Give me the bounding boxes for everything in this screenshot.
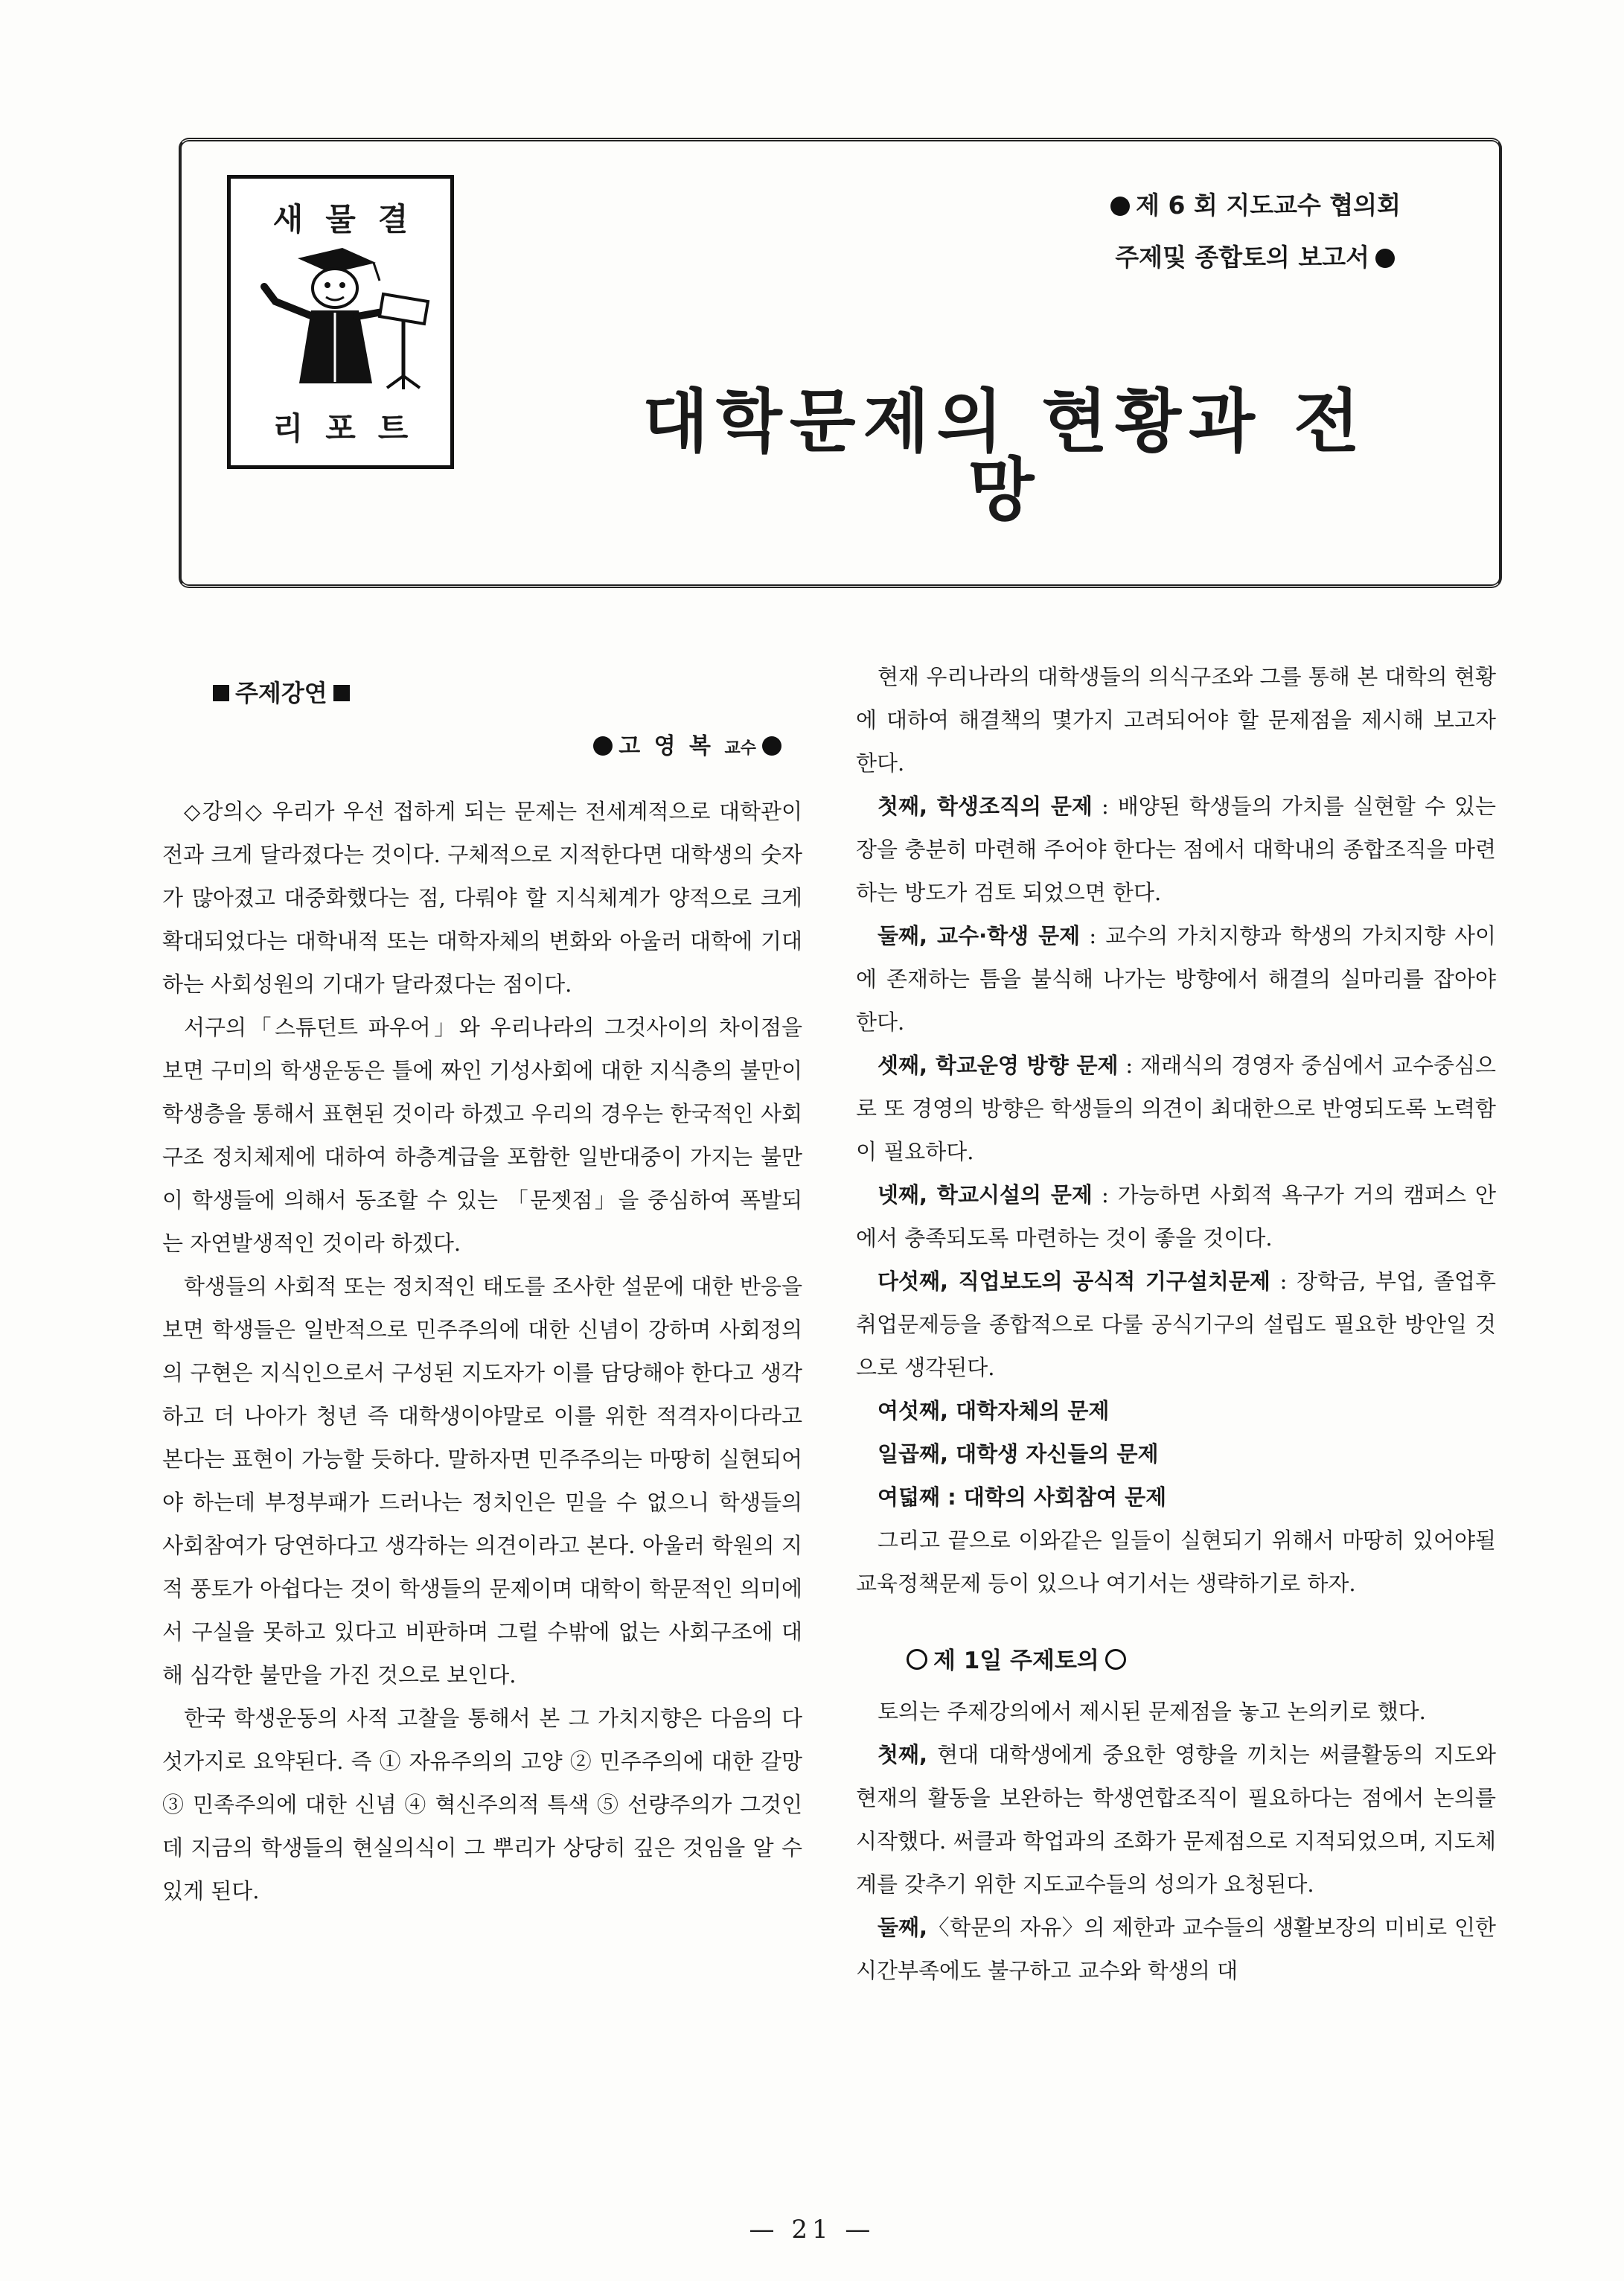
bullet-dot-icon — [1375, 249, 1395, 268]
list-item: 여덟째 : 대학의 사회참여 문제 — [877, 1484, 1167, 1510]
right-column — [856, 655, 1496, 1992]
square-bullet-icon — [213, 685, 229, 701]
bullet-dot-icon — [593, 736, 613, 756]
list-item: 첫째, 현대 대학생에게 중요한 영향을 끼치는 써클활동의 지도와 현재의 활동을 보완하는 학생연합조직이 필요하다는 점에서 논의를 시작했다. 써클과 학업과의 조화가 문제점으로 지적되었으며, 지도체계를 갖추기 위한 지도교수들의 성의가 요청된다. — [856, 1742, 1496, 1897]
section-heading: 주제강연 — [207, 671, 802, 715]
professor-illustration — [246, 242, 435, 391]
discussion-heading: 제 1일 주제토의 — [901, 1639, 1496, 1682]
bullet-dot-icon — [1110, 197, 1130, 216]
list-item: 넷째, 학교시설의 문제 : 가능하면 사회적 욕구가 거의 캠퍼스 안에서 충족되도록 마련하는 것이 좋을 것이다. — [856, 1182, 1496, 1251]
paragraph: 그리고 끝으로 이와같은 일들이 실현되기 위해서 마땅히 있어야될 교육정책문제 등이 있으나 여기서는 생략하기로 하자. — [856, 1528, 1496, 1596]
left-column — [162, 655, 802, 1912]
speaker-byline: 고 영 복 교수 — [162, 725, 787, 771]
list-item: 일곱째, 대학생 자신들의 문제 — [877, 1441, 1159, 1467]
paragraph: 학생들의 사회적 또는 정치적인 태도를 조사한 설문에 대한 반응을 보면 학생들은 일반적으로 민주주의에 대한 신념이 강하며 사회정의의 구현은 지식인으로서 구성된 지도자가 이를 담당해야 한다고 생각하고 더 나아가 청년 즉 대학생이야말로 이를 위한 적격자이다라고 본다는 표현이 가능할 듯하다. 말하자면 민주주의는 마땅히 실현되어야 하는데 부정부패가 드러나는 정치인은 믿을 수 없으니 학생들의 사회참여가 당연하다고 생각하는 의견이라고 본다. 아울러 학원의 지적 풍토가 아쉽다는 것이 학생들의 문제이며 대학이 학문적인 의미에서 구실을 못하고 있다고 비판하며 그럴 수밖에 없는 사회구조에 대해 심각한 불만을 가진 것으로 보인다. — [162, 1274, 802, 1688]
paragraph: 현재 우리나라의 대학생들의 의식구조와 그를 통해 본 대학의 현황에 대하여 해결책의 몇가지 고려되어야 할 문제점을 제시해 보고자 한다. — [856, 664, 1496, 776]
list-item: 첫째, 학생조직의 문제 : 배양된 학생들의 가치를 실현할 수 있는 장을 충분히 마련해 주어야 한다는 점에서 대학내의 종합조직을 마련하는 방도가 검토 되었으면 한다. — [856, 794, 1496, 905]
list-item: 둘째,〈학문의 자유〉의 제한과 교수들의 생활보장의 미비로 인한 시간부족에도 불구하고 교수와 학생의 대 — [856, 1915, 1496, 1983]
circle-bullet-icon — [907, 1649, 927, 1670]
logo-top-text: 새물결 — [272, 201, 431, 237]
list-item: 여섯째, 대학자체의 문제 — [877, 1398, 1110, 1423]
list-item: 다섯째, 직업보도의 공식적 기구설치문제 : 장학금, 부업, 졸업후 취업문제등을 종합적으로 다룰 공식기구의 설립도 필요한 방안일 것으로 생각된다. — [856, 1269, 1496, 1380]
circle-bullet-icon — [1105, 1649, 1126, 1670]
page-number: — 21 — — [749, 2215, 875, 2245]
paragraph: 한국 학생운동의 사적 고찰을 통해서 본 그 가치지향은 다음의 다섯가지로 요약된다. 즉 ① 자유주의의 고양 ② 민주주의에 대한 갈망 ③ 민족주의에 대한 신념 ④ 혁신주의적 특색 ⑤ 선량주의가 그것인데 지금의 학생들의 현실의식이 그 뿌리가 상당히 깊은 것임을 알 수 있게 된다. — [162, 1706, 802, 1904]
list-item: 둘째, 교수·학생 문제 : 교수의 가치지향과 학생의 가치지향 사이에 존재하는 틈을 불식해 나가는 방향에서 해결의 실마리를 잡아야 한다. — [856, 923, 1496, 1035]
square-bullet-icon — [333, 685, 350, 701]
subtitle-line-2: 주제및 종합토의 보고서 — [1115, 238, 1401, 273]
paragraph: ◇강의◇ 우리가 우선 접하게 되는 문제는 전세계적으로 대학관이 전과 크게 달라졌다는 것이다. 구체적으로 지적한다면 대학생의 숫자가 많아졌고 대중화했다는 점, 다뤄야 할 지식체계가 양적으로 크게 확대되었다는 대학내적 또는 대학자체의 변화와 아울러 대학에 기대하는 사회성원의 기대가 달라졌다는 점이다. — [162, 799, 802, 997]
paragraph: 토의는 주제강의에서 제시된 문제점을 놓고 논의키로 했다. — [877, 1699, 1426, 1724]
column-logo — [227, 175, 454, 469]
logo-bottom-text: 리포트 — [272, 410, 431, 447]
bullet-dot-icon — [762, 736, 781, 756]
list-item: 셋째, 학교운영 방향 문제 : 재래식의 경영자 중심에서 교수중심으로 또 경영의 방향은 학생들의 의견이 최대한으로 반영되도록 노력함이 필요하다. — [856, 1053, 1497, 1164]
paragraph: 서구의「스튜던트 파우어」와 우리나라의 그것사이의 차이점을 보면 구미의 학생운동은 틀에 짜인 기성사회에 대한 지식층의 불만이 학생층을 통해서 표현된 것이라 하겠고 우리의 경우는 한국적인 사회구조 정치체제에 대하여 하층계급을 포함한 일반대중이 가지는 불만이 학생들에 의해서 동조할 수 있는 「문젯점」을 중심하여 폭발되는 자연발생적인 것이라 하겠다. — [162, 1015, 802, 1256]
article-title: 대학문제의 현황과 전망 — [642, 381, 1367, 530]
subtitle-line-1: 제 6 회 지도교수 협의회 — [1104, 186, 1401, 221]
